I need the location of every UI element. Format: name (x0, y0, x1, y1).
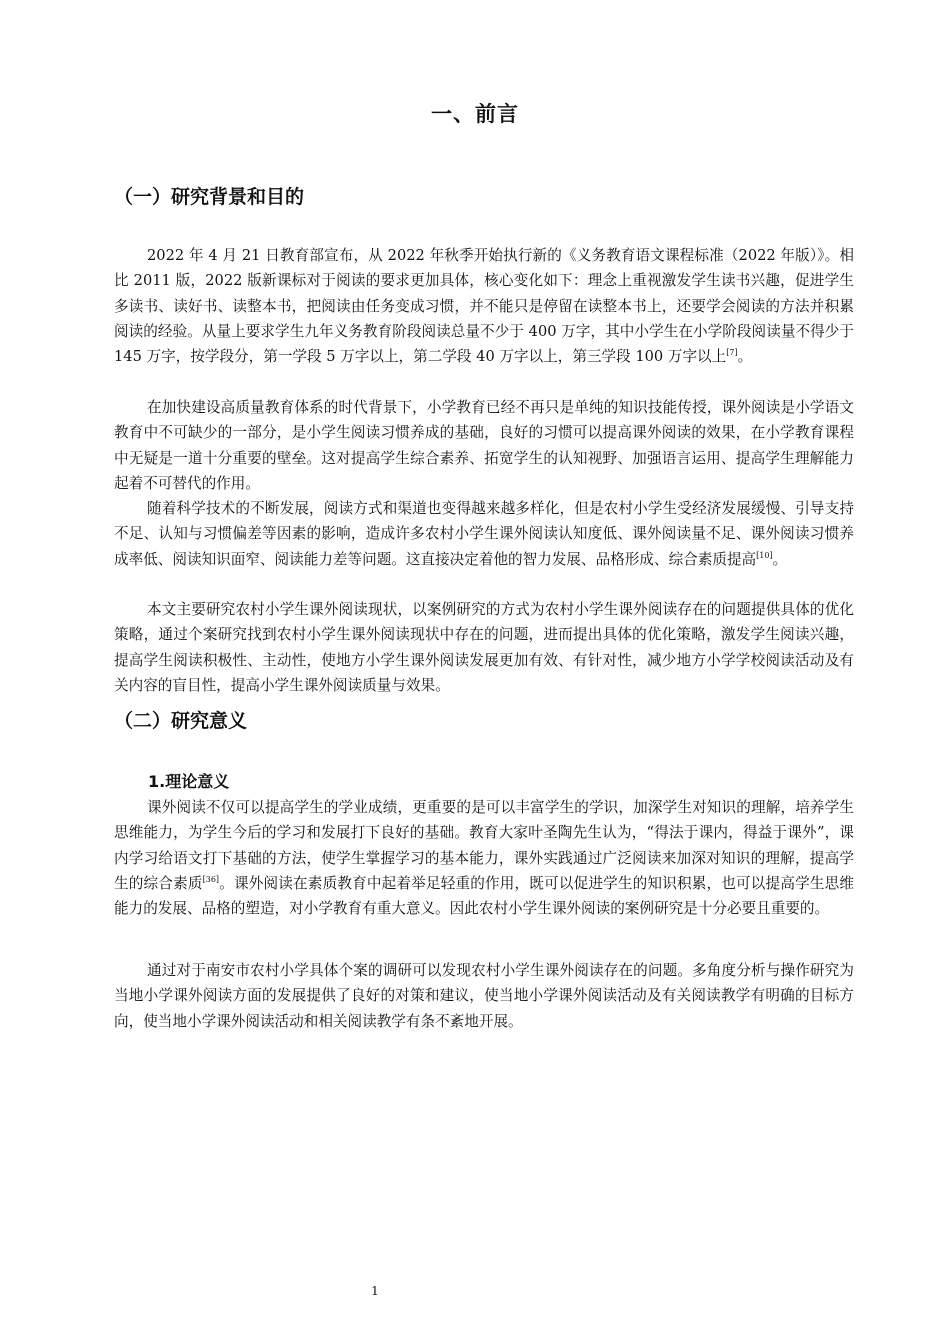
paragraph-background-2 (114, 395, 854, 496)
section-heading-significance: （二）研究意义 (114, 710, 248, 732)
paragraph-significance-2 (114, 958, 854, 1034)
page-number: 1 (371, 1284, 379, 1298)
citation: [10] (756, 550, 773, 560)
chapter-title: 一、前言 (431, 102, 519, 126)
paragraph-significance-1 (114, 795, 854, 921)
paragraph-background-4 (114, 597, 854, 698)
subsection-heading-theory: 1.理论意义 (148, 772, 230, 791)
paragraph-text: 在加快建设高质量教育体系的时代背景下，小学教育已经不再只是单纯的知识技能传授，课外阅读是小学语文教育中不可缺少的一部分，是小学生阅读习惯养成的基础，良好的习惯可以提高课外阅读的效果，在小学教育课程中无疑是一道十分重要的壁垒。这对提高学生综合素养、拓宽学生的认知视野、加强语言运用、提高学生理解能力起着不可替代的作用。 (114, 399, 854, 492)
paragraph-text: 2022 年 4 月 21 日教育部宣布，从 2022 年秋季开始执行新的《义务教育语文课程标准（2022 年版）》。相比 2011 版，2022 版新课标对于阅读的要求更加具体，核心变化如下：理念上重视激发学生读书兴趣，促进学生多读书、读好书、读整本书，把阅读由任务变成习惯，并不能只是停留在读整本书上，还要学会阅读的方法并积累阅读的经验。从量上要求学生九年义务教育阶段阅读总量不少于 400 万字，其中小学生在小学阶段阅读量不得少于 145 万字，按学段分，第一学段 5 万字以上，第二学段 40 万字以上，第三学段 100 万字以上 (114, 247, 854, 366)
paragraph-background-3 (114, 496, 854, 572)
citation: [7] (726, 348, 738, 358)
section-heading-background: （一）研究背景和目的 (114, 186, 305, 208)
paragraph-text: 课外阅读不仅可以提高学生的学业成绩，更重要的是可以丰富学生的学识，加深学生对知识的理解，培养学生思维能力，为学生今后的学习和发展打下良好的基础。教育大家叶圣陶先生认为，“得法于课内，得益于课外”，课内学习给语文打下基础的方法，使学生掌握学习的基本能力，课外实践通过广泛阅读来加深对知识的理解，提高学生的综合素质 (114, 799, 854, 892)
paragraph-tail: 。 (737, 348, 753, 366)
paragraph-text: 随着科学技术的不断发展，阅读方式和渠道也变得越来越多样化，但是农村小学生受经济发展缓慢、引导支持不足、认知与习惯偏差等因素的影响，造成许多农村小学生课外阅读认知度低、课外阅读量不足、课外阅读习惯养成率低、阅读知识面窄、阅读能力差等问题。这直接决定着他的智力发展、品格形成、综合素质提高 (114, 500, 854, 568)
citation: [36] (202, 875, 220, 885)
paragraph-tail: 。 (772, 550, 788, 568)
paragraph-background-1 (114, 243, 854, 369)
paragraph-text: 通过对于南安市农村小学具体个案的调研可以发现农村小学生课外阅读存在的问题。多角度分析与操作研究为当地小学课外阅读方面的发展提供了良好的对策和建议，使当地小学课外阅读活动及有关阅读教学有明确的目标方向，使当地小学课外阅读活动和相关阅读教学有条不紊地开展。 (114, 962, 854, 1030)
paragraph-text: 本文主要研究农村小学生课外阅读现状，以案例研究的方式为农村小学生课外阅读存在的问题提供具体的优化策略，通过个案研究找到农村小学生课外阅读现状中存在的问题，进而提出具体的优化策略，激发学生阅读兴趣，提高学生阅读积极性、主动性，使地方小学生课外阅读发展更加有效、有针对性，减少地方小学学校阅读活动及有关内容的盲目性，提高小学生课外阅读质量与效果。 (114, 601, 854, 694)
paragraph-tail: 。课外阅读在素质教育中起着举足轻重的作用，既可以促进学生的知识积累，也可以提高学生思维能力的发展、品格的塑造，对小学教育有重大意义。因此农村小学生课外阅读的案例研究是十分必要且重要的。 (114, 874, 854, 918)
